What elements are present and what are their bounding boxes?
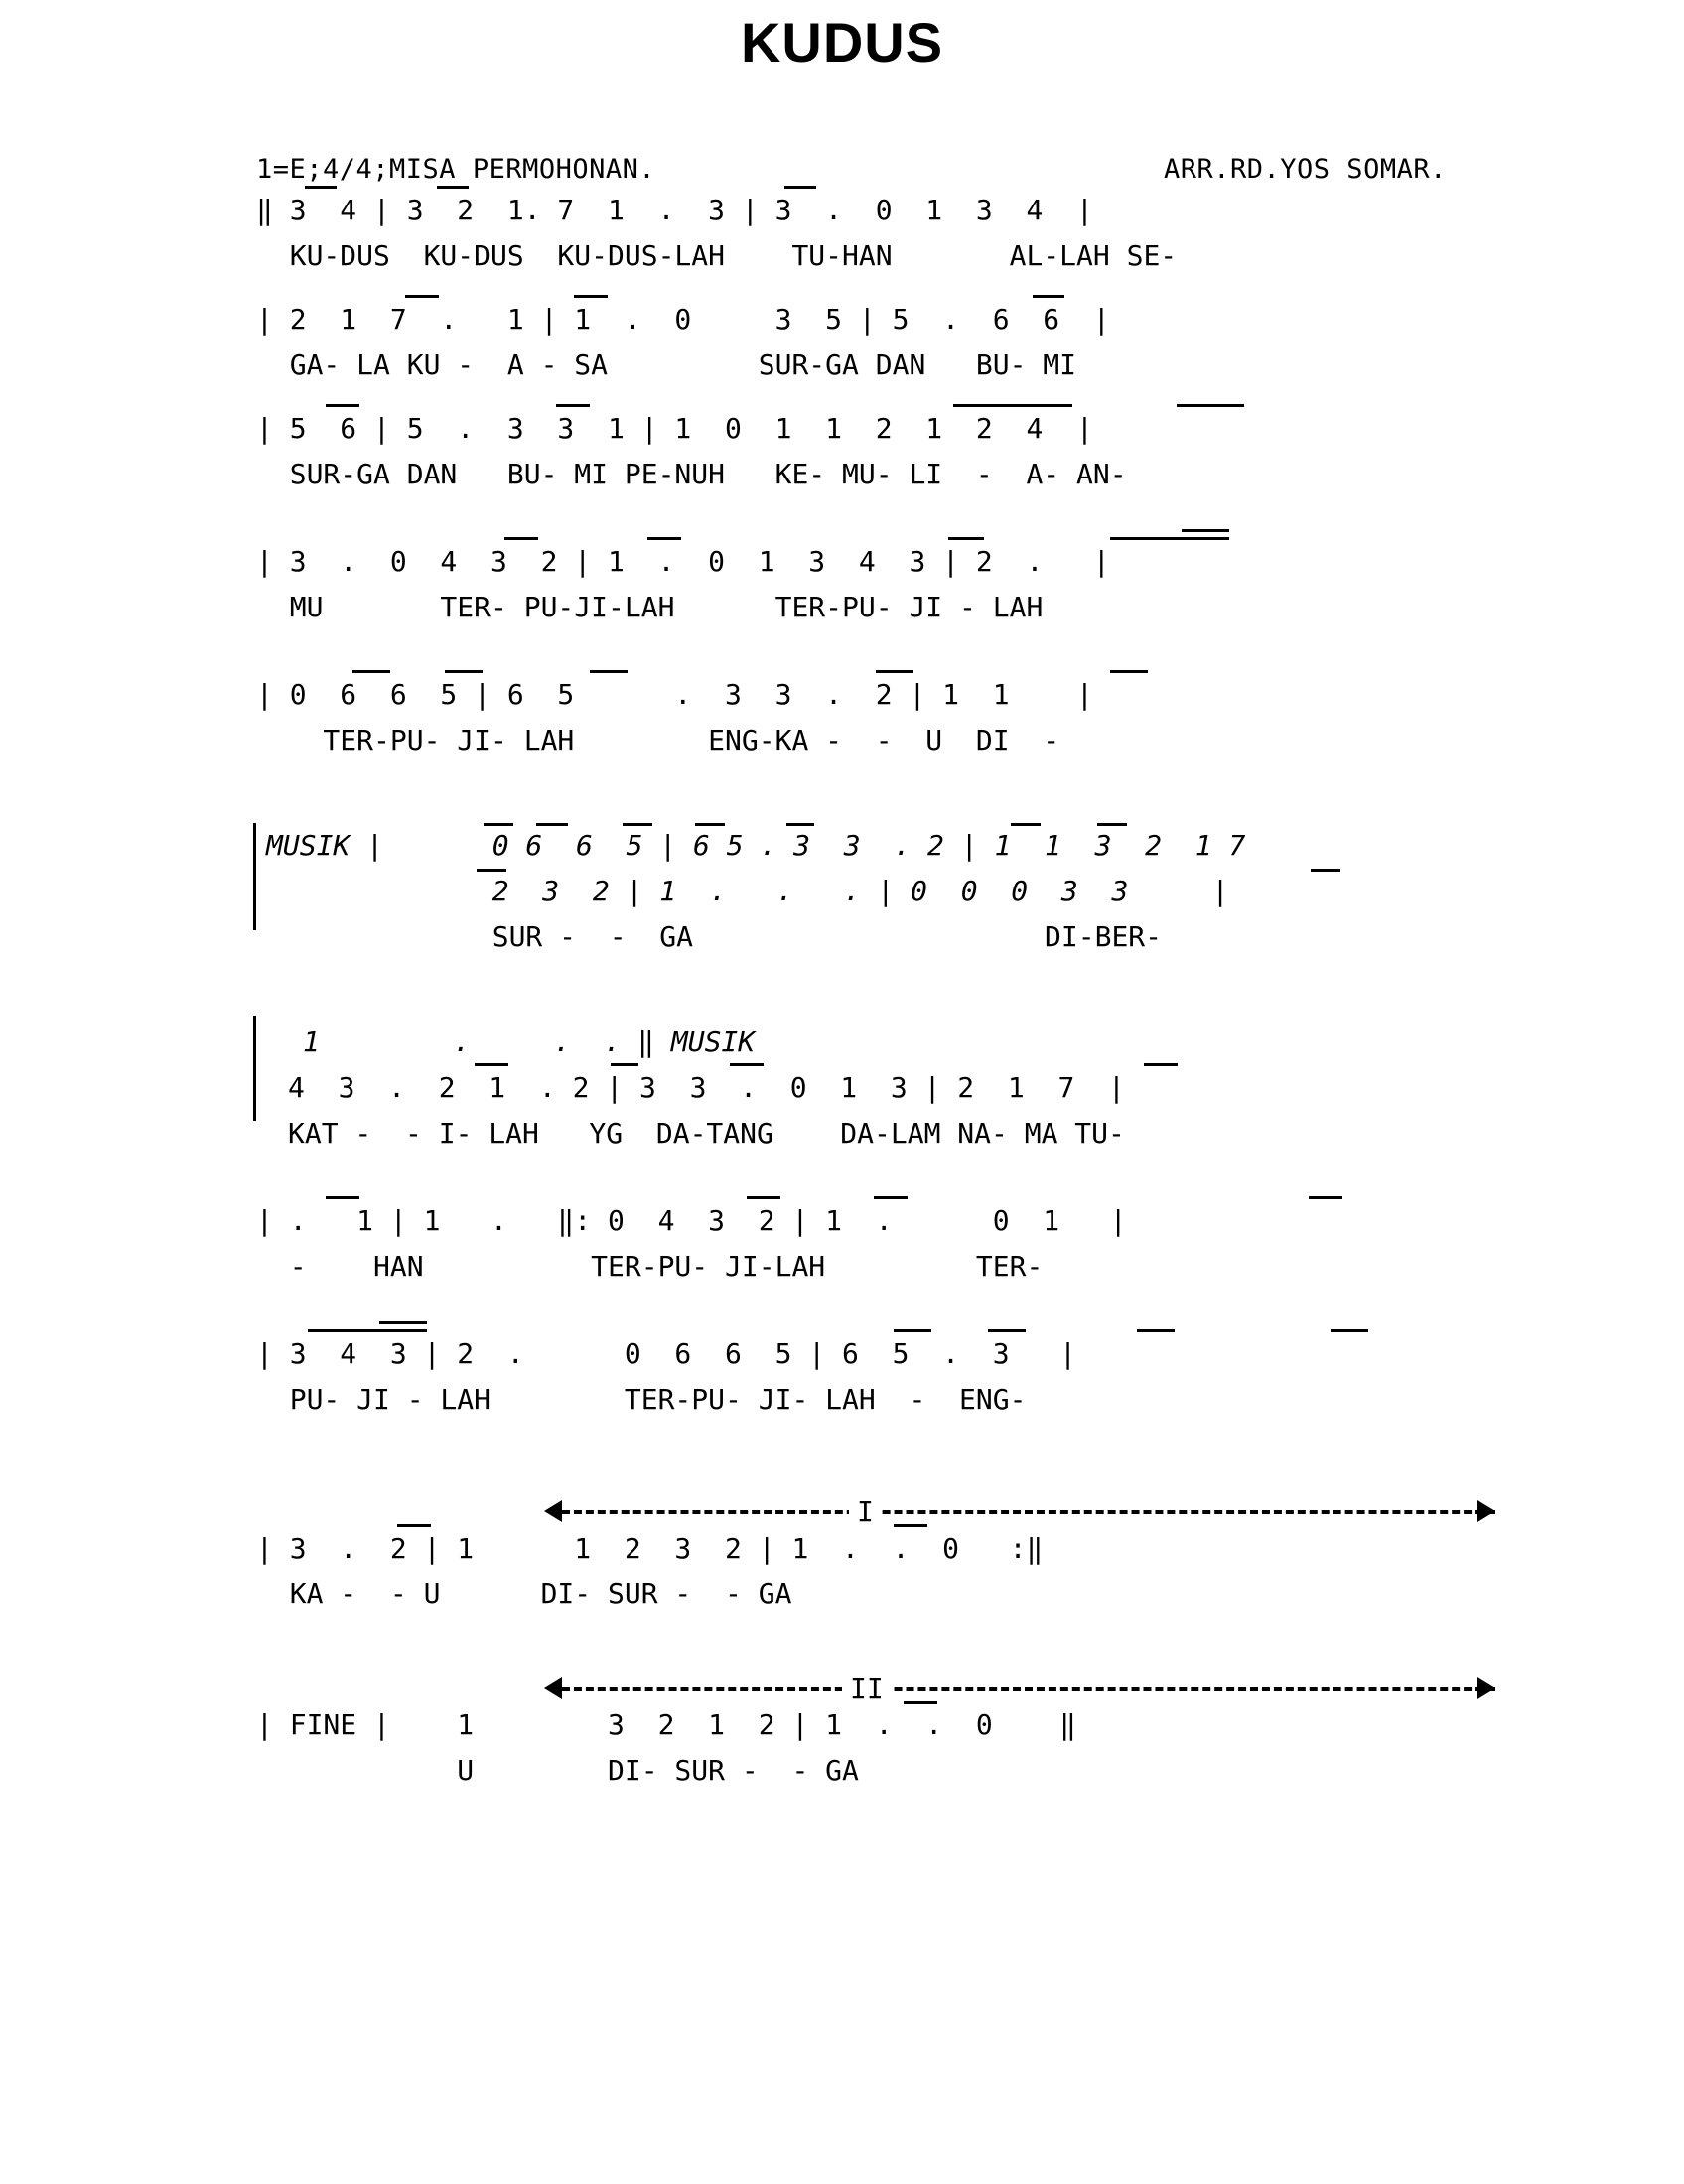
dashed-line xyxy=(562,1687,1495,1691)
note-text: | FINE | 1 3 2 1 2 | 1 . . 0 ‖ xyxy=(256,1708,1077,1741)
beam-mark xyxy=(1144,1063,1178,1066)
beam-mark xyxy=(504,537,538,540)
beam-mark xyxy=(1097,823,1127,826)
beam-mark xyxy=(784,186,816,189)
beam-mark xyxy=(874,1196,908,1199)
beam-mark xyxy=(574,295,608,298)
beam-mark xyxy=(397,1524,431,1527)
system-6-musik xyxy=(0,829,1684,966)
beam-mark xyxy=(352,670,390,673)
dashed-line xyxy=(562,1510,1495,1514)
note-text: | 2 1 7 . 1 | 1 . 0 3 5 | 5 . 6 6 | xyxy=(256,303,1110,336)
beam-mark xyxy=(904,1701,937,1704)
beam-mark xyxy=(1311,869,1340,872)
arranger-text: ARR.RD.YOS SOMAR. xyxy=(1164,154,1447,185)
beam-mark xyxy=(326,1196,359,1199)
note-text: | . 1 | 1 . ‖: 0 4 3 2 | 1 . 0 1 | xyxy=(256,1204,1127,1237)
beam-mark xyxy=(308,1329,427,1332)
beam-mark xyxy=(747,1196,780,1199)
beam-mark xyxy=(647,537,681,540)
beam-mark xyxy=(1011,823,1041,826)
note-text: 0 6 6 5 | 6 5 . 3 3 . 2 | 1 1 3 2 1 7 xyxy=(459,829,1246,862)
system-7 xyxy=(0,1025,1684,1162)
beam-mark xyxy=(305,186,337,189)
note-line xyxy=(0,412,1684,458)
beam-mark xyxy=(1110,670,1148,673)
lyric-text: TER-PU- JI- LAH ENG-KA - - U DI - xyxy=(256,724,1060,756)
note-line xyxy=(0,678,1684,724)
beam-mark xyxy=(1033,295,1064,298)
beam-mark xyxy=(326,404,359,407)
lyric-line xyxy=(0,239,1684,285)
lyric-text: PU- JI - LAH TER-PU- JI- LAH - ENG- xyxy=(256,1383,1027,1416)
beam-mark xyxy=(445,670,483,673)
system-11 xyxy=(0,1708,1684,1800)
lyric-line xyxy=(0,1754,1684,1800)
lyric-text: SUR-GA DAN BU- MI PE-NUH KE- MU- LI - A- AN- xyxy=(256,458,1127,490)
lyric-text: KU-DUS KU-DUS KU-DUS-LAH TU-HAN AL-LAH SE- xyxy=(256,239,1178,272)
lyric-text: KAT - - I- LAH YG DA-TANG DA-LAM NA- MA TU- xyxy=(288,1117,1125,1150)
page-title: KUDUS xyxy=(740,11,944,73)
beam-mark xyxy=(475,1063,508,1066)
note-line xyxy=(0,1708,1684,1754)
ending-label: I xyxy=(849,1495,882,1528)
note-line xyxy=(0,303,1684,348)
beam-mark xyxy=(894,1329,931,1332)
beam-mark xyxy=(556,404,590,407)
note-text: | 0 6 6 5 | 6 5 . 3 3 . 2 | 1 1 | xyxy=(256,678,1093,711)
beam-mark xyxy=(1110,537,1229,540)
system-8 xyxy=(0,1204,1684,1296)
note-text: 4 3 . 2 1 . 2 | 3 3 . 0 1 3 | 2 1 7 | xyxy=(288,1071,1125,1104)
beam-mark xyxy=(484,823,513,826)
arrow-left-icon xyxy=(544,1500,562,1522)
lyric-line xyxy=(0,724,1684,769)
beam-mark xyxy=(786,823,814,826)
note-text: | 3 4 3 | 2 . 0 6 6 5 | 6 5 . 3 | xyxy=(256,1337,1077,1370)
ending-note-text: 1 . . . ‖ MUSIK xyxy=(303,1025,756,1058)
score-header xyxy=(0,154,1684,194)
note-line xyxy=(0,1337,1684,1383)
beam-mark xyxy=(953,404,1072,407)
beam-mark xyxy=(730,1063,764,1066)
lyric-line xyxy=(0,1577,1684,1623)
lyric-line xyxy=(0,1250,1684,1296)
note-line xyxy=(0,1071,1684,1117)
ending-bracket-1 xyxy=(0,1488,1684,1532)
system-10 xyxy=(0,1532,1684,1623)
system-9 xyxy=(0,1337,1684,1429)
beam-mark xyxy=(437,186,469,189)
arrow-right-icon xyxy=(1477,1677,1495,1699)
lyric-text: MU TER- PU-JI-LAH TER-PU- JI - LAH xyxy=(256,591,1044,623)
note-text: | 3 . 2 | 1 1 2 3 2 | 1 . . 0 :‖ xyxy=(256,1532,1044,1565)
beam-mark xyxy=(536,823,568,826)
system-3 xyxy=(0,412,1684,503)
beam-mark xyxy=(876,670,913,673)
lyric-line xyxy=(0,1383,1684,1429)
lyric-line xyxy=(0,348,1684,394)
note-line xyxy=(0,875,1684,920)
musik-label: MUSIK | xyxy=(266,829,384,862)
note-text: ‖ 3 4 | 3 2 1. 7 1 . 3 | 3 . 0 1 3 4 | xyxy=(256,194,1093,226)
note-line xyxy=(0,194,1684,239)
note-text: | 5 6 | 5 . 3 3 1 | 1 0 1 1 2 1 2 4 | xyxy=(256,412,1093,445)
note-line xyxy=(0,829,1684,875)
note-line xyxy=(0,1025,1684,1071)
note-text: 2 3 2 | 1 . . . | 0 0 0 3 3 | xyxy=(459,875,1229,907)
system-2 xyxy=(0,303,1684,394)
lyric-line xyxy=(0,458,1684,503)
note-line xyxy=(0,545,1684,591)
beam-mark xyxy=(405,295,439,298)
lyric-line xyxy=(0,920,1684,966)
beam-mark xyxy=(1177,404,1244,407)
beam-mark xyxy=(1331,1329,1368,1332)
lyric-text: U DI- SUR - - GA xyxy=(256,1754,859,1787)
beam-mark xyxy=(611,1063,638,1066)
beam-mark xyxy=(1309,1196,1342,1199)
beam-mark xyxy=(1182,529,1229,532)
system-5 xyxy=(0,678,1684,769)
arrow-right-icon xyxy=(1477,1500,1495,1522)
beam-mark xyxy=(894,1524,927,1527)
lyric-line xyxy=(0,1117,1684,1162)
key-signature-text: 1=E;4/4;MISA PERMOHONAN. xyxy=(256,154,656,185)
beam-mark xyxy=(948,537,984,540)
lyric-text: SUR - - GA DI-BER- xyxy=(459,920,1163,953)
note-text: | 3 . 0 4 3 2 | 1 . 0 1 3 4 3 | 2 . | xyxy=(256,545,1110,578)
ending-bracket-2 xyxy=(0,1665,1684,1708)
lyric-text: GA- LA KU - A - SA SUR-GA DAN BU- MI xyxy=(256,348,1077,381)
arrow-left-icon xyxy=(544,1677,562,1699)
note-line xyxy=(0,1204,1684,1250)
beam-mark xyxy=(477,869,506,872)
lyric-text: - HAN TER-PU- JI-LAH TER- xyxy=(256,1250,1044,1283)
beam-mark xyxy=(1137,1329,1175,1332)
ending-label: II xyxy=(842,1672,892,1705)
system-1 xyxy=(0,194,1684,285)
lyric-text: KA - - U DI- SUR - - GA xyxy=(256,1577,792,1610)
beam-mark xyxy=(590,670,628,673)
beam-mark xyxy=(379,1321,427,1324)
lyric-line xyxy=(0,591,1684,636)
beam-mark xyxy=(695,823,725,826)
note-line xyxy=(0,1532,1684,1577)
system-4 xyxy=(0,545,1684,636)
beam-mark xyxy=(623,823,652,826)
beam-mark xyxy=(988,1329,1026,1332)
